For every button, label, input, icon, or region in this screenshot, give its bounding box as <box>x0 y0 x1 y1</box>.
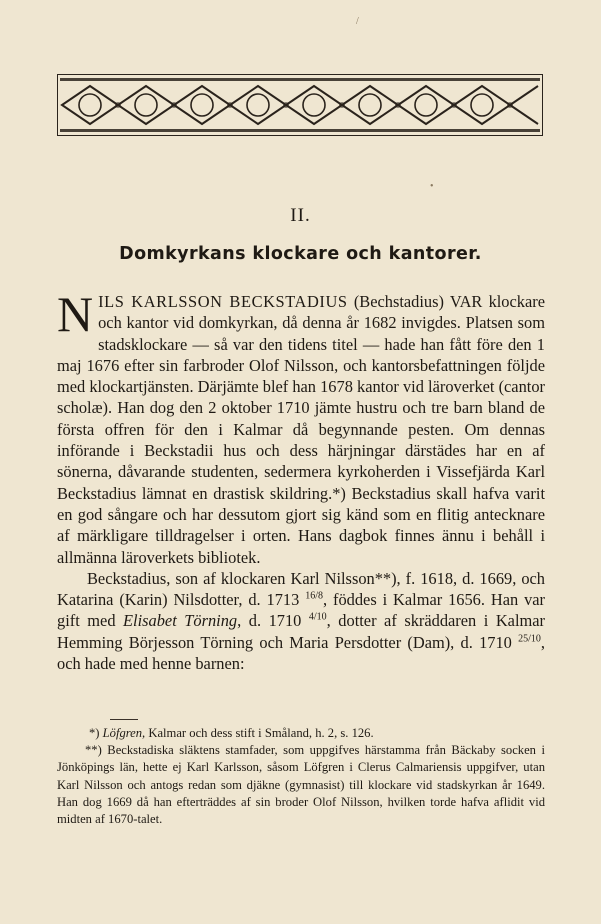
paragraph-2-part-1: Beckstadius, son af klockaren Karl Nilsson**), f. 1618, d. 1669, och Katarina (Karin) Nilsdotter, d. 1713 <box>57 568 545 610</box>
footnote-1-author: Löfgren, <box>102 726 146 740</box>
footnote-2: **) Beckstadiska släktens stamfader, som uppgifves härstamma från Bäckaby socken i Jönköpings län, hette ej Karl Karlsson, såsom Löfgren i Clerus Calmariensis uppgifver, utan Karl Nilsson och antogs redan som djäkne (gymnasist) till klockare vid stadskyrkan år 1649. Han dog 1669 då han efterträddes af sin broder Olof Nilsson, hvilken torde hafva aflidit vid midten af 1670-talet. <box>57 743 545 827</box>
section-title: Domkyrkans klockare och kantorer. <box>119 244 482 264</box>
footnote-divider <box>110 719 138 720</box>
lead-name: ILS KARLSSON BECKSTADIUS <box>98 292 348 311</box>
wife-name: Elisabet Törning <box>123 611 238 631</box>
footnotes <box>57 725 545 828</box>
footnote-1 <box>57 725 545 742</box>
date-fraction: 25/10 <box>518 633 541 645</box>
paragraph-2-part-5: , och hade med henne barnen: <box>57 632 545 674</box>
paragraph-2-part-2: , föddes i Kalmar 1656. Han var gift med <box>57 590 545 631</box>
date-fraction: 4/10 <box>308 611 327 623</box>
section-number: II. <box>290 205 311 226</box>
date-fraction: 16/8 <box>305 590 323 602</box>
footnote-1-text: Kalmar och dess stift i Småland, h. 2, s. 126. <box>145 726 374 740</box>
footnote-1-marker: *) <box>89 726 103 740</box>
drop-cap: N <box>57 286 94 342</box>
pencil-mark: / <box>356 16 359 27</box>
body-text <box>57 286 545 674</box>
paragraph-2 <box>57 568 545 674</box>
paragraph-1 <box>57 286 545 568</box>
paragraph-1-text: (Bechstadius) VAR klockare och kantor vid domkyrkan, då denna år 1682 invigdes. Platsen som stadsklockare — så var den tidens titel — hade han fått före den 1 maj 1676 efter sin farbroder Olof Nilsson, och kantorsbefattningen följde med klockartjänsten. Därjämte blef han 1678 kantor vid läroverket (cantor scholæ). Han dog den 2 oktober 1710 jämte hustru och tre barn bland de första offren för den i Kalmar då begynnande pesten. Om dennas införande i Beckstadii hus och dess härjningar därstädes har en af sönerna, dåvarande studenten, sedermera kyrkoherden i Vissefjärda Karl Beckstadius lämnat en drastisk skildring.*) Beckstadius skall hafva varit en god sångare och har dessutom gjort sig känd som en flitig antecknare af märkligare tilldragelser i orten. Hans dagbok finnes ännu i behåll i allmänna läroverkets bibliotek. <box>57 292 545 567</box>
paragraph-2-part-3: , d. 1710 <box>237 611 309 631</box>
decorative-header-ornament <box>57 74 543 136</box>
paragraph-2-part-4: , dotter af skräddaren i Kalmar Hemming Börjesson Törning och Maria Persdotter (Dam), d. 1710 <box>57 611 545 652</box>
ink-speck: • <box>430 181 434 192</box>
